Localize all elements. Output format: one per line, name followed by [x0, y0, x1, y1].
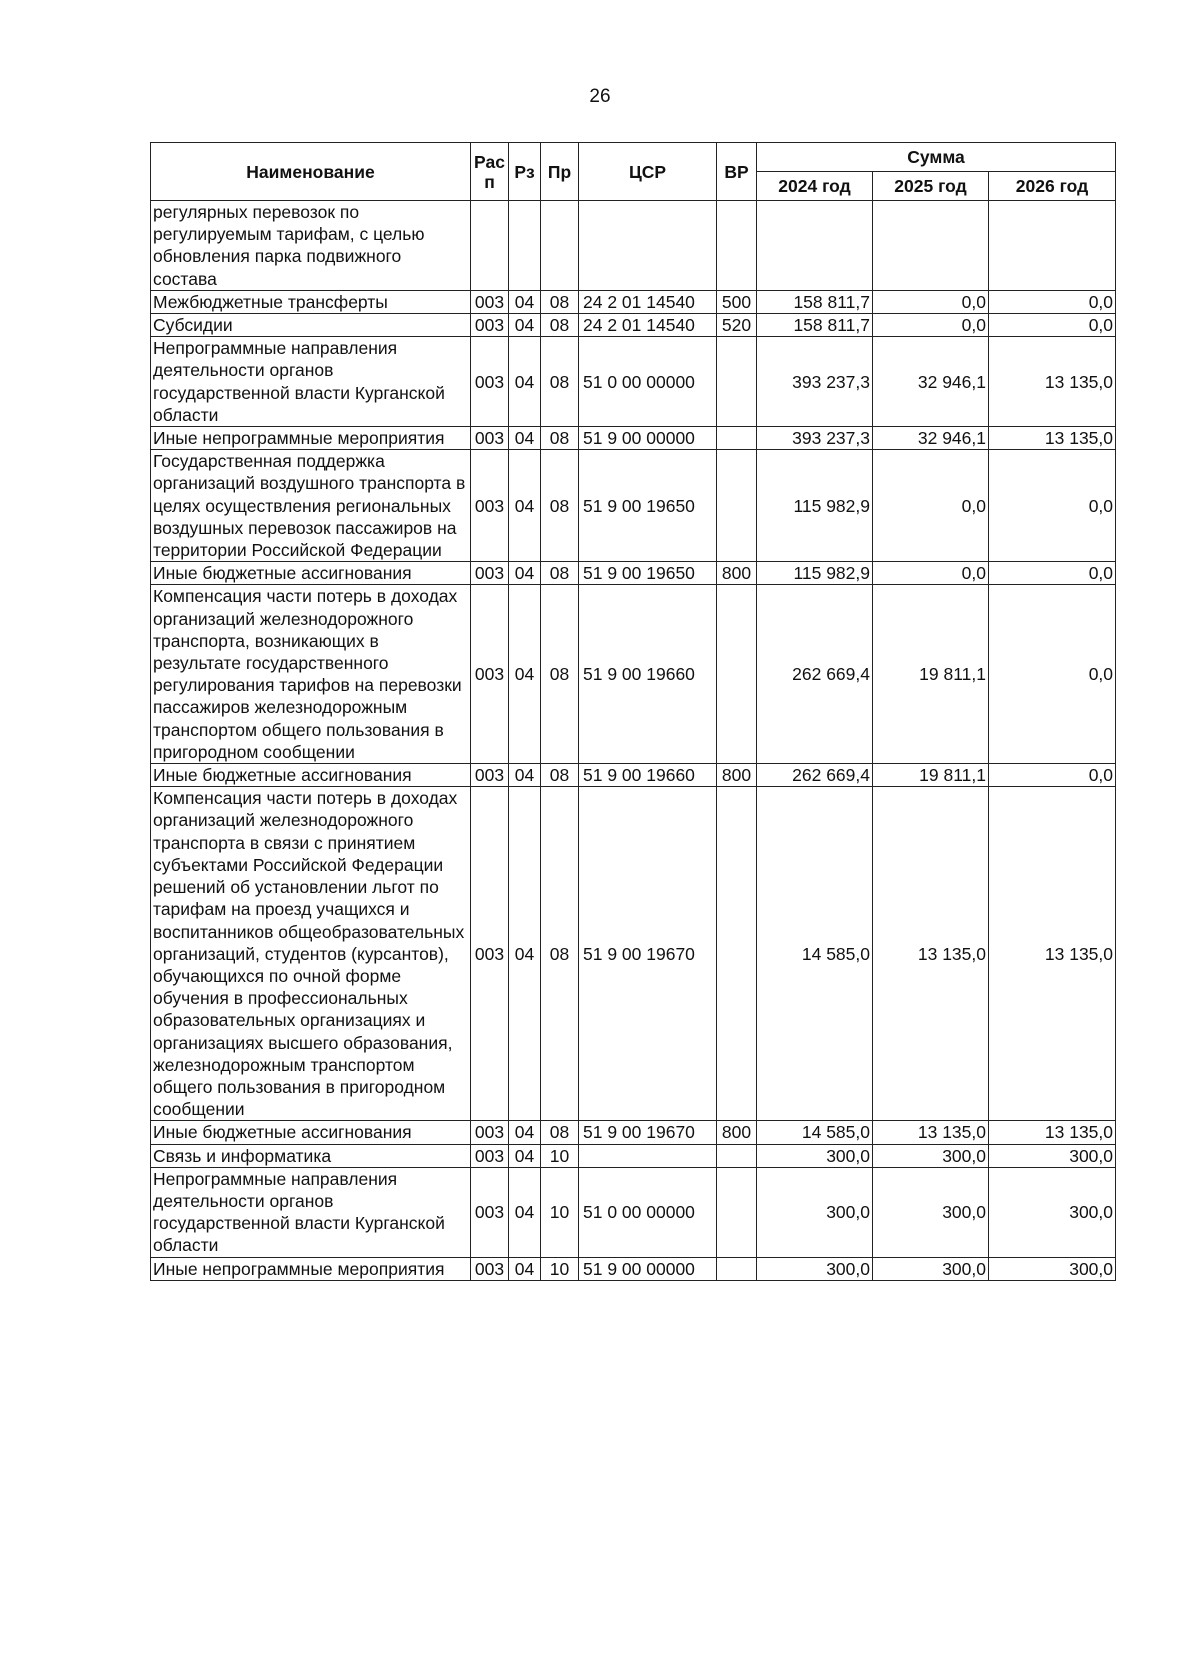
cell-vr [717, 450, 757, 562]
table-row [151, 585, 1116, 764]
cell-pr: 08 [541, 787, 579, 1121]
cell-rz: 04 [509, 290, 541, 313]
page-number: 26 [589, 86, 611, 107]
cell-rasp: 003 [471, 314, 509, 337]
cell-rasp: 003 [471, 764, 509, 787]
cell-rasp: 003 [471, 1144, 509, 1167]
cell-pr: 08 [541, 764, 579, 787]
cell-rasp: 003 [471, 450, 509, 562]
col-header-name: Наименование [151, 143, 471, 201]
cell-y2026: 0,0 [989, 314, 1116, 337]
cell-rz: 04 [509, 314, 541, 337]
cell-y2024: 300,0 [757, 1257, 873, 1280]
cell-y2026: 0,0 [989, 562, 1116, 585]
cell-rasp: 003 [471, 1257, 509, 1280]
cell-y2024: 393 237,3 [757, 427, 873, 450]
cell-vr: 520 [717, 314, 757, 337]
cell-rz: 04 [509, 787, 541, 1121]
cell-rasp: 003 [471, 585, 509, 764]
cell-name: Связь и информатика [151, 1144, 471, 1167]
cell-y2026: 0,0 [989, 585, 1116, 764]
table-row [151, 337, 1116, 427]
cell-y2026: 0,0 [989, 450, 1116, 562]
table-row [151, 1121, 1116, 1144]
cell-y2025: 13 135,0 [873, 1121, 989, 1144]
cell-csr: 51 9 00 00000 [579, 1257, 717, 1280]
cell-csr: 51 9 00 19650 [579, 450, 717, 562]
table-row [151, 562, 1116, 585]
cell-rasp: 003 [471, 562, 509, 585]
cell-pr: 08 [541, 1121, 579, 1144]
cell-csr: 51 9 00 19670 [579, 1121, 717, 1144]
cell-vr [717, 1144, 757, 1167]
cell-y2026: 13 135,0 [989, 1121, 1116, 1144]
table-row [151, 1167, 1116, 1257]
cell-rz: 04 [509, 1144, 541, 1167]
cell-rasp [471, 201, 509, 291]
col-header-vr: ВР [717, 143, 757, 201]
cell-y2025: 0,0 [873, 562, 989, 585]
cell-rz: 04 [509, 585, 541, 764]
cell-name: Межбюджетные трансферты [151, 290, 471, 313]
cell-y2024: 14 585,0 [757, 1121, 873, 1144]
cell-name: Иные бюджетные ассигнования [151, 562, 471, 585]
cell-y2024: 300,0 [757, 1167, 873, 1257]
cell-y2024 [757, 201, 873, 291]
cell-vr: 800 [717, 1121, 757, 1144]
cell-name: регулярных перевозок по регулируемым тарифам, с целью обновления парка подвижного состава [151, 201, 471, 291]
cell-rz: 04 [509, 1257, 541, 1280]
cell-name: Иные непрограммные мероприятия [151, 1257, 471, 1280]
table-row [151, 427, 1116, 450]
cell-name: Компенсация части потерь в доходах организаций железнодорожного транспорта в связи с принятием субъектами Российской Федерации решений об установлении льгот по тарифам на проезд учащихся и воспитанников общеобразовательных организаций, студентов (курсантов), обучающихся по очной форме обучения в профессиональных образовательных организациях и организациях высшего образования, железнодорожным транспортом общего пользования в пригородном сообщении [151, 787, 471, 1121]
cell-vr: 800 [717, 562, 757, 585]
cell-csr: 51 9 00 19670 [579, 787, 717, 1121]
cell-name: Иные бюджетные ассигнования [151, 764, 471, 787]
cell-y2026: 300,0 [989, 1144, 1116, 1167]
cell-y2025: 0,0 [873, 450, 989, 562]
cell-vr [717, 201, 757, 291]
cell-vr: 800 [717, 764, 757, 787]
cell-y2026: 0,0 [989, 290, 1116, 313]
cell-pr: 10 [541, 1257, 579, 1280]
cell-y2026: 13 135,0 [989, 787, 1116, 1121]
table-row [151, 1144, 1116, 1167]
cell-y2025: 19 811,1 [873, 764, 989, 787]
cell-csr [579, 1144, 717, 1167]
cell-csr: 24 2 01 14540 [579, 290, 717, 313]
col-header-rasp: Рас п [471, 143, 509, 201]
cell-y2024: 262 669,4 [757, 764, 873, 787]
cell-vr [717, 787, 757, 1121]
cell-pr: 08 [541, 337, 579, 427]
cell-y2025: 0,0 [873, 314, 989, 337]
cell-rz: 04 [509, 1121, 541, 1144]
cell-vr: 500 [717, 290, 757, 313]
cell-y2024: 158 811,7 [757, 290, 873, 313]
cell-y2025: 13 135,0 [873, 787, 989, 1121]
cell-rz: 04 [509, 562, 541, 585]
cell-rasp: 003 [471, 1121, 509, 1144]
table-row [151, 201, 1116, 291]
cell-y2025: 32 946,1 [873, 427, 989, 450]
cell-csr: 51 0 00 00000 [579, 337, 717, 427]
cell-rz: 04 [509, 450, 541, 562]
cell-vr [717, 585, 757, 764]
cell-name: Иные непрограммные мероприятия [151, 427, 471, 450]
cell-rz: 04 [509, 337, 541, 427]
cell-vr [717, 1167, 757, 1257]
cell-y2024: 115 982,9 [757, 562, 873, 585]
cell-y2025: 300,0 [873, 1144, 989, 1167]
cell-y2024: 393 237,3 [757, 337, 873, 427]
col-header-csr: ЦСР [579, 143, 717, 201]
cell-pr: 08 [541, 290, 579, 313]
cell-rz [509, 201, 541, 291]
cell-name: Субсидии [151, 314, 471, 337]
cell-name: Иные бюджетные ассигнования [151, 1121, 471, 1144]
cell-name: Компенсация части потерь в доходах организаций железнодорожного транспорта, возникающих в результате государственного регулирования тарифов на перевозки пассажиров железнодорожным транспортом общего пользования в пригородном сообщении [151, 585, 471, 764]
cell-y2025: 19 811,1 [873, 585, 989, 764]
cell-rz: 04 [509, 764, 541, 787]
col-header-2024: 2024 год [757, 172, 873, 201]
table-body [151, 201, 1116, 1281]
cell-y2024: 300,0 [757, 1144, 873, 1167]
cell-y2025: 300,0 [873, 1257, 989, 1280]
cell-pr: 08 [541, 314, 579, 337]
cell-vr [717, 1257, 757, 1280]
cell-pr: 10 [541, 1167, 579, 1257]
col-header-pr: Пр [541, 143, 579, 201]
col-header-summa: Сумма [757, 143, 1116, 172]
cell-pr: 08 [541, 585, 579, 764]
cell-y2025: 300,0 [873, 1167, 989, 1257]
cell-rasp: 003 [471, 290, 509, 313]
cell-y2026: 0,0 [989, 764, 1116, 787]
cell-name: Непрограммные направления деятельности органов государственной власти Курганской области [151, 337, 471, 427]
cell-y2024: 115 982,9 [757, 450, 873, 562]
cell-rasp: 003 [471, 787, 509, 1121]
cell-y2024: 262 669,4 [757, 585, 873, 764]
cell-y2024: 158 811,7 [757, 314, 873, 337]
cell-csr: 51 9 00 19650 [579, 562, 717, 585]
cell-rasp: 003 [471, 427, 509, 450]
table-row [151, 314, 1116, 337]
cell-csr: 51 9 00 19660 [579, 764, 717, 787]
cell-csr: 24 2 01 14540 [579, 314, 717, 337]
cell-y2025: 32 946,1 [873, 337, 989, 427]
cell-y2026 [989, 201, 1116, 291]
table-row [151, 450, 1116, 562]
cell-pr: 08 [541, 427, 579, 450]
cell-vr [717, 337, 757, 427]
cell-y2026: 300,0 [989, 1167, 1116, 1257]
cell-csr [579, 201, 717, 291]
cell-rasp: 003 [471, 337, 509, 427]
table-row [151, 1257, 1116, 1280]
cell-csr: 51 9 00 00000 [579, 427, 717, 450]
cell-y2026: 13 135,0 [989, 427, 1116, 450]
cell-rasp: 003 [471, 1167, 509, 1257]
table-row [151, 290, 1116, 313]
cell-csr: 51 9 00 19660 [579, 585, 717, 764]
cell-csr: 51 0 00 00000 [579, 1167, 717, 1257]
cell-name: Непрограммные направления деятельности органов государственной власти Курганской области [151, 1167, 471, 1257]
col-header-rz: Рз [509, 143, 541, 201]
table-row [151, 787, 1116, 1121]
cell-y2026: 300,0 [989, 1257, 1116, 1280]
cell-pr: 08 [541, 562, 579, 585]
cell-y2024: 14 585,0 [757, 787, 873, 1121]
cell-y2026: 13 135,0 [989, 337, 1116, 427]
cell-rz: 04 [509, 427, 541, 450]
cell-pr [541, 201, 579, 291]
col-header-2026: 2026 год [989, 172, 1116, 201]
budget-table [150, 142, 1116, 1281]
cell-y2025: 0,0 [873, 290, 989, 313]
cell-vr [717, 427, 757, 450]
cell-y2025 [873, 201, 989, 291]
table-row [151, 764, 1116, 787]
cell-name: Государственная поддержка организаций воздушного транспорта в целях осуществления региональных воздушных перевозок пассажиров на территории Российской Федерации [151, 450, 471, 562]
cell-pr: 08 [541, 450, 579, 562]
col-header-2025: 2025 год [873, 172, 989, 201]
cell-pr: 10 [541, 1144, 579, 1167]
cell-rz: 04 [509, 1167, 541, 1257]
